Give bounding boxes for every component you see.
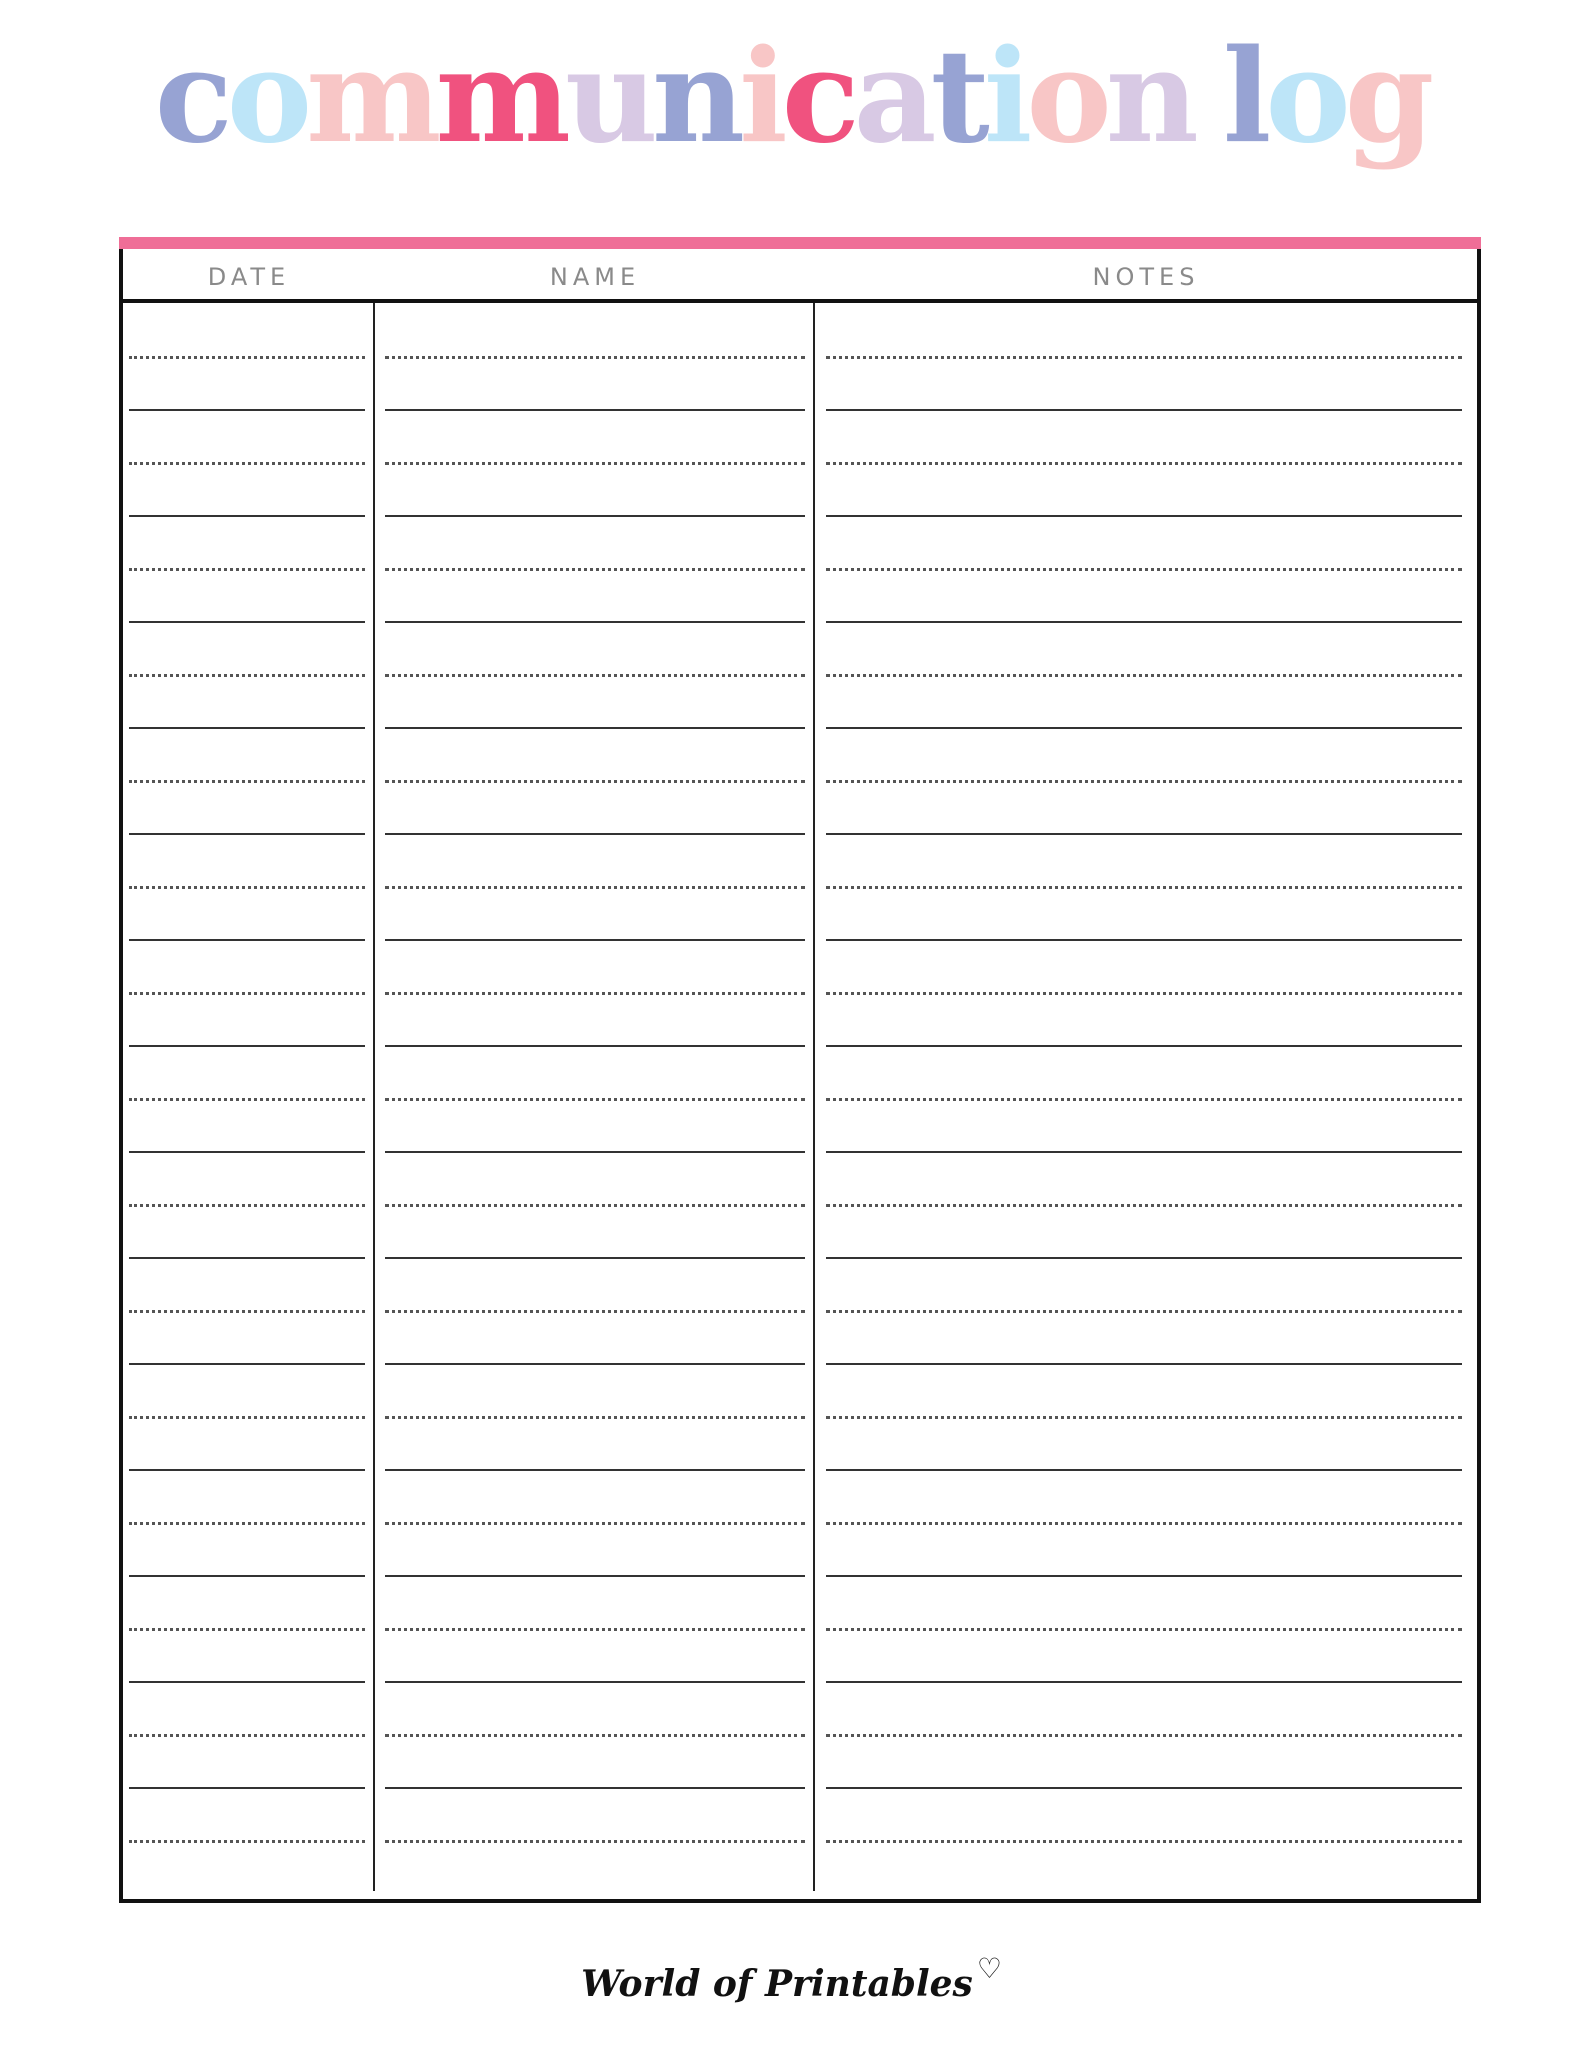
date-row-separator	[129, 515, 365, 517]
title-letter: g	[1344, 22, 1429, 172]
name-entry-line[interactable]	[385, 1628, 805, 1631]
notes-entry-line[interactable]	[826, 674, 1462, 677]
date-row-separator	[129, 833, 365, 835]
name-row-separator	[385, 833, 805, 835]
name-row-separator	[385, 409, 805, 411]
date-entry-line[interactable]	[129, 356, 365, 359]
brand-logo	[0, 1952, 1583, 2005]
title-letter: u	[564, 22, 652, 172]
notes-row-separator	[826, 1681, 1462, 1683]
name-row-separator	[385, 515, 805, 517]
date-row-separator	[129, 409, 365, 411]
title-letter: a	[853, 22, 931, 172]
title-letter: o	[1026, 22, 1106, 172]
date-entry-line[interactable]	[129, 1416, 365, 1419]
title-letter: l	[1222, 22, 1266, 172]
notes-row-separator	[826, 621, 1462, 623]
name-entry-line[interactable]	[385, 886, 805, 889]
name-row-separator	[385, 1681, 805, 1683]
name-row-separator	[385, 1363, 805, 1365]
column-header-date: DATE	[207, 263, 291, 291]
date-entry-line[interactable]	[129, 1310, 365, 1313]
title-letter: o	[1265, 22, 1345, 172]
notes-entry-line[interactable]	[826, 992, 1462, 995]
name-entry-line[interactable]	[385, 1204, 805, 1207]
date-entry-line[interactable]	[129, 568, 365, 571]
notes-entry-line[interactable]	[826, 780, 1462, 783]
title-letter: n	[652, 22, 740, 172]
notes-row-separator	[826, 409, 1462, 411]
name-entry-line[interactable]	[385, 780, 805, 783]
title-letter: m	[306, 22, 436, 172]
title-letter: n	[1105, 22, 1193, 172]
date-entry-line[interactable]	[129, 674, 365, 677]
date-row-separator	[129, 1257, 365, 1259]
column-divider-date-name	[373, 303, 375, 1891]
notes-entry-line[interactable]	[826, 1204, 1462, 1207]
name-entry-line[interactable]	[385, 568, 805, 571]
notes-row-separator	[826, 1045, 1462, 1047]
name-entry-line[interactable]	[385, 356, 805, 359]
name-row-separator	[385, 621, 805, 623]
name-entry-line[interactable]	[385, 674, 805, 677]
name-entry-line[interactable]	[385, 1840, 805, 1843]
date-row-separator	[129, 1045, 365, 1047]
name-row-separator	[385, 727, 805, 729]
notes-row-separator	[826, 1469, 1462, 1471]
name-row-separator	[385, 1787, 805, 1789]
name-row-separator	[385, 1575, 805, 1577]
date-entry-line[interactable]	[129, 1734, 365, 1737]
date-row-separator	[129, 1151, 365, 1153]
name-row-separator	[385, 1469, 805, 1471]
name-entry-line[interactable]	[385, 462, 805, 465]
notes-row-separator	[826, 1363, 1462, 1365]
title-letter: t	[930, 22, 984, 172]
notes-entry-line[interactable]	[826, 356, 1462, 359]
notes-entry-line[interactable]	[826, 1628, 1462, 1631]
notes-entry-line[interactable]	[826, 886, 1462, 889]
name-entry-line[interactable]	[385, 1522, 805, 1525]
date-row-separator	[129, 1575, 365, 1577]
title-letter: m	[435, 22, 565, 172]
date-row-separator	[129, 621, 365, 623]
date-entry-line[interactable]	[129, 1840, 365, 1843]
notes-row-separator	[826, 515, 1462, 517]
date-row-separator	[129, 1363, 365, 1365]
heart-icon: ♡	[976, 1952, 1002, 1985]
page-title	[0, 22, 1583, 192]
name-entry-line[interactable]	[385, 1310, 805, 1313]
column-header-name: NAME	[549, 263, 641, 291]
title-letter: c	[154, 22, 227, 172]
title-letter: i	[983, 22, 1027, 172]
column-divider-name-notes	[813, 303, 815, 1891]
notes-entry-line[interactable]	[826, 568, 1462, 571]
name-row-separator	[385, 939, 805, 941]
date-entry-line[interactable]	[129, 1522, 365, 1525]
date-entry-line[interactable]	[129, 780, 365, 783]
notes-entry-line[interactable]	[826, 462, 1462, 465]
name-row-separator	[385, 1257, 805, 1259]
name-entry-line[interactable]	[385, 1098, 805, 1101]
date-entry-line[interactable]	[129, 462, 365, 465]
name-entry-line[interactable]	[385, 992, 805, 995]
name-row-separator	[385, 1045, 805, 1047]
title-letter: i	[739, 22, 782, 172]
notes-row-separator	[826, 1575, 1462, 1577]
notes-entry-line[interactable]	[826, 1734, 1462, 1737]
notes-entry-line[interactable]	[826, 1416, 1462, 1419]
title-letter: c	[781, 22, 854, 172]
date-entry-line[interactable]	[129, 1098, 365, 1101]
notes-entry-line[interactable]	[826, 1098, 1462, 1101]
notes-entry-line[interactable]	[826, 1522, 1462, 1525]
name-entry-line[interactable]	[385, 1734, 805, 1737]
brand-name: World of Printables	[581, 1963, 973, 2005]
name-row-separator	[385, 1151, 805, 1153]
notes-row-separator	[826, 1257, 1462, 1259]
notes-row-separator	[826, 1787, 1462, 1789]
name-entry-line[interactable]	[385, 1416, 805, 1419]
date-entry-line[interactable]	[129, 1204, 365, 1207]
notes-row-separator	[826, 939, 1462, 941]
column-header-notes: NOTES	[1092, 263, 1200, 291]
date-entry-line[interactable]	[129, 886, 365, 889]
notes-row-separator	[826, 833, 1462, 835]
notes-entry-line[interactable]	[826, 1840, 1462, 1843]
notes-row-separator	[826, 727, 1462, 729]
date-entry-line[interactable]	[129, 1628, 365, 1631]
date-row-separator	[129, 1681, 365, 1683]
date-entry-line[interactable]	[129, 992, 365, 995]
title-letter: o	[226, 22, 307, 172]
date-row-separator	[129, 727, 365, 729]
accent-bar	[119, 237, 1481, 249]
notes-entry-line[interactable]	[826, 1310, 1462, 1313]
notes-row-separator	[826, 1151, 1462, 1153]
date-row-separator	[129, 1469, 365, 1471]
date-row-separator	[129, 1787, 365, 1789]
table-header	[123, 249, 1477, 303]
communication-log-table	[119, 249, 1481, 1903]
date-row-separator	[129, 939, 365, 941]
